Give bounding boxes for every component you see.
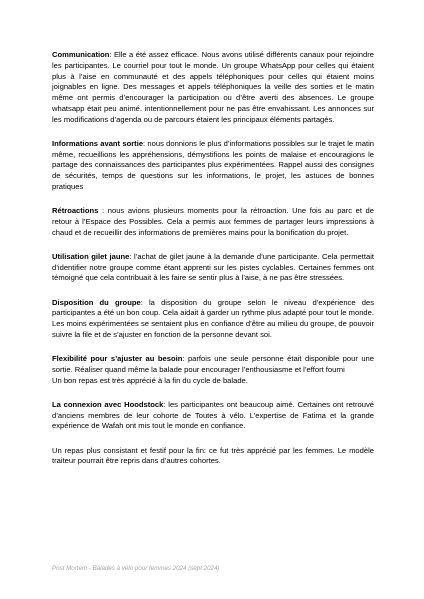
paragraph-text: Un repas plus consistant et festif pour la fin: ce fut très apprécié par les femmes. Le modèle traiteur pourrait être repris dans d’autres cohortes. [52, 445, 374, 466]
paragraph-heading: Rétroactions [52, 206, 99, 215]
paragraph-text: : nous donnions le plus d’informations possibles sur le trajet le matin même, recueillions les appréhensions, démystifions les points de malaise et encouragions le partage des connaissances des participantes plus expérimentées. Rappel aussi des consignes de sécurités, temps de questions sur les informations, le projet, les astuces de bonnes pratiques [52, 138, 374, 191]
paragraph-flexibilite [52, 354, 374, 386]
paragraph-retroactions [52, 206, 374, 238]
paragraph-heading: Disposition du groupe [52, 297, 141, 307]
paragraph-text: : parfois une seule personne était disponible pour une sortie. Réaliser quand même la balade pour encourager l’enthousiasme et l’effort fourni [52, 354, 374, 374]
paragraph-hoodstock [52, 400, 374, 432]
paragraph-heading: Communication [52, 50, 110, 59]
paragraph-extra-line: Un bon repas est très apprécié à la fin du cycle de balade. [52, 375, 248, 385]
paragraph-text: : l’achat de gilet jaune à la demande d’une participante. Cela permettait d’identifier notre groupe comme étant apprenti sur les pistes cyclables. Certaines femmes ont témoigné que cela contribuait à les faire se sentir plus à l’aise, à ne pas être stressées. [52, 251, 375, 283]
paragraph-heading: Informations avant sortie [52, 138, 144, 148]
paragraph-heading: Flexibilité pour s’ajuster au besoin [52, 354, 183, 363]
page-footer: Post Mortem - Balades à vélo pour femmes 2024 (sept 2024) [52, 565, 220, 572]
paragraph-text: : Elle a été assez efficace. Nous avons utilisé différents canaux pour rejoindre les participantes. Le courriel pour tout le monde. Un groupe WhatsApp pour celles qui étaient plus à l’aise en communauté et des appels téléphoniques pour celles qui étaient moins joignables en ligne. Des messages et appels téléphoniques la veille des sorties et le matin même ont permis d’encourager la participation ou d’être averti des absences. Le groupe whatsapp était peu animé. intentionnellement pour ne pas être envahissant. Les annonces sur les modifications d’agenda ou de parcours étaient les principaux éléments partagés. [52, 50, 374, 124]
paragraph-heading: La connexion avec Hoodstock [52, 399, 164, 409]
paragraph-informations-avant-sortie [52, 139, 374, 193]
paragraph-communication [52, 50, 374, 125]
paragraph-text: : les participantes ont beaucoup aimé. Certaines ont retrouvé d’anciens membres de leur cohorte de Toutes à vélo. L’expertise de Fatima et la grande expérience de Wafah ont mis tout le monde en confiance. [52, 399, 374, 431]
paragraph-gilet-jaune [52, 252, 374, 284]
paragraph-text: : la disposition du groupe selon le niveau d’expérience des participantes a été un bon coup. Cela aidait à garder un rythme plus adapté pour tout le monde. Les moins expérimentées se sentaient plus en confiance d’être au milieu du groupe, de pouvoir suivre la file et de s’ajuster en fonction de la personne devant soi. [52, 297, 374, 339]
document-body [52, 50, 374, 481]
paragraph-repas [52, 446, 374, 468]
paragraph-text: : nous avions plusieurs moments pour la rétroaction. Une fois au parc et de retour à l’Espace des Possibles. Cela a permis aux femmes de partager leurs impressions à chaud et de recueillir des informations de premières mains pour la bonification du projet. [52, 206, 374, 237]
paragraph-disposition-groupe [52, 298, 374, 341]
paragraph-heading: Utilisation gilet jaune [52, 251, 130, 261]
